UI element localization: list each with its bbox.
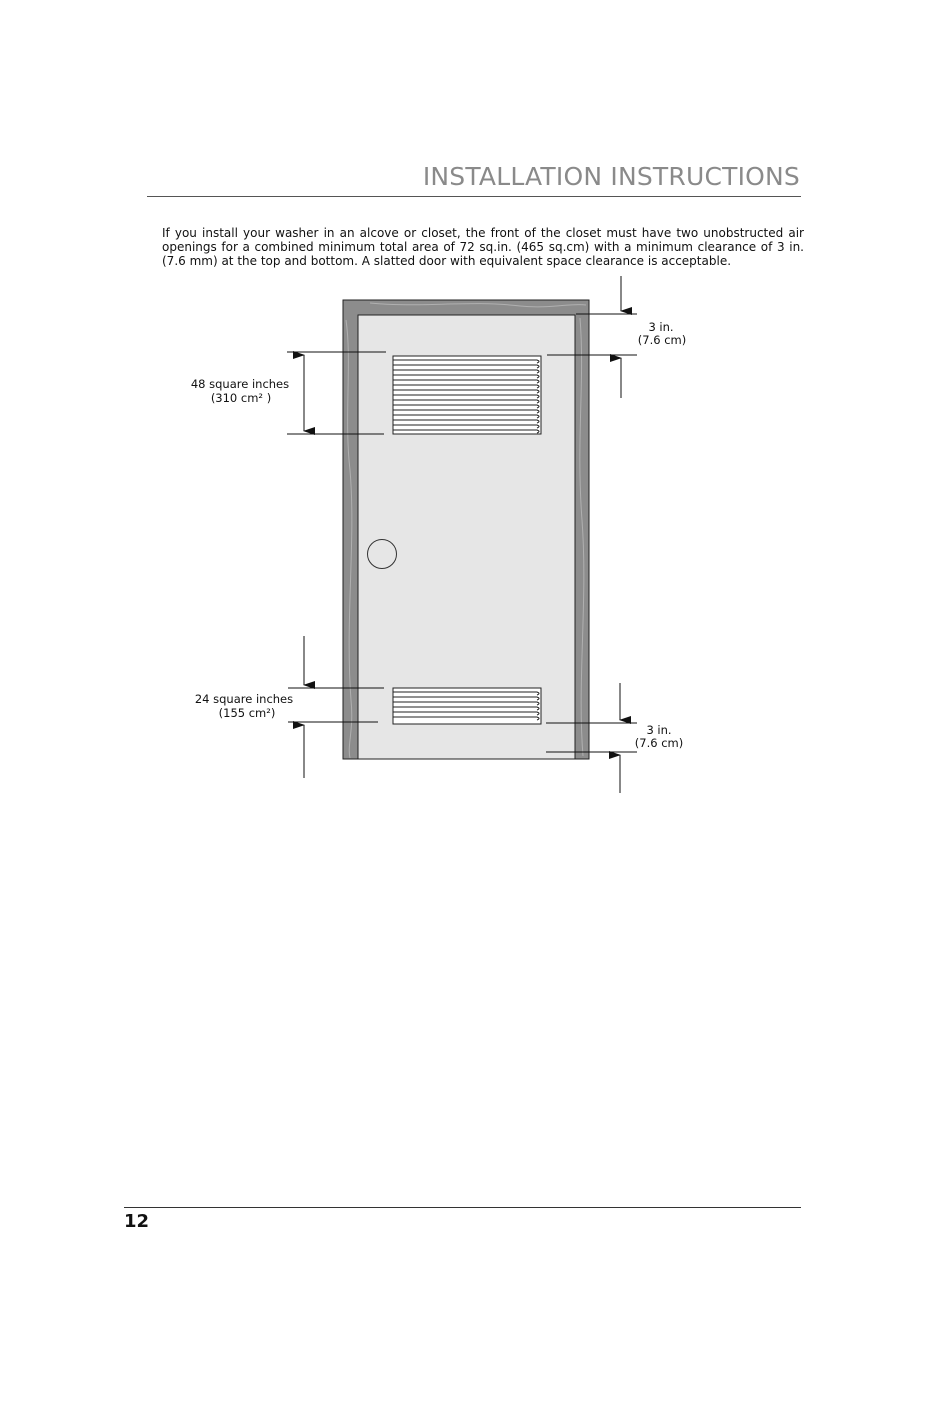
bottom-vent-area-metric: (155 cm²) (218, 706, 276, 720)
page-number: 12 (124, 1211, 150, 1232)
bottom-clearance-metric: (7.6 cm) (634, 736, 684, 750)
page-header-title: INSTALLATION INSTRUCTIONS (422, 162, 800, 191)
intro-paragraph: If you install your washer in an alcove or closet, the front of the closet must have two unobstructed air openings for a combined minimum total area of 72 sq.in. (465 sq.cm) with a minimum clearance of 3 in. (7.6 mm) at the top and bottom. A slatted door with equivalent space clearance is acceptable. (162, 226, 804, 268)
top-clearance-label: 3 in. (648, 320, 674, 334)
top-vent-area-label: 48 square inches (190, 377, 290, 391)
bottom-vent-louvers (393, 688, 541, 724)
bottom-vent-area-label: 24 square inches (194, 692, 294, 706)
top-vent-area-metric: (310 cm² ) (210, 391, 272, 405)
top-vent-louvers (393, 356, 541, 434)
bottom-clearance-label: 3 in. (646, 723, 672, 737)
door-knob (368, 540, 397, 569)
footer-divider (124, 1207, 801, 1208)
top-clearance-metric: (7.6 cm) (637, 333, 687, 347)
